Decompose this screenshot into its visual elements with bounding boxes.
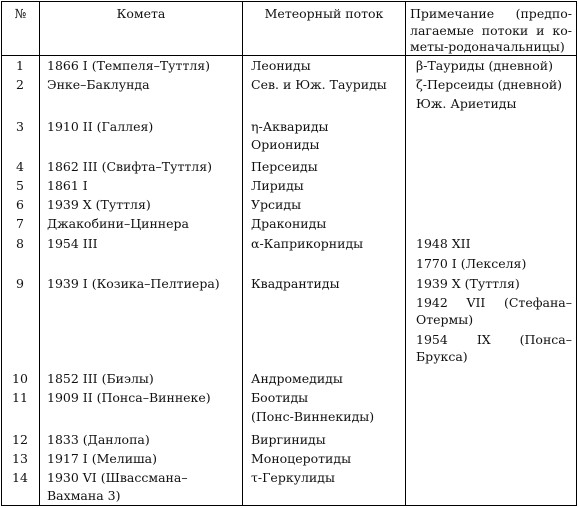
row-7-stream: Дракониды [251,216,327,231]
row-5-stream: Лириды [251,178,304,193]
header-note-line1: Примечание (предпо- [410,6,572,21]
row-9-comet: 1939 I (Козика–Пелтиера) [47,276,220,291]
row-9-note-3: 1954 IX (Понса–Брукса) [416,332,572,364]
row-2-stream: Сев. и Юж. Тауриды [251,77,387,92]
row-13-stream: Моноцеротиды [251,451,352,466]
row-6-stream: Урсиды [251,197,302,212]
column-divider [39,2,40,505]
row-11-stream-1: Боотиды [251,390,309,405]
row-8-note-2: 1770 I (Лекселя) [416,256,527,271]
row-4-num: 4 [16,159,24,174]
row-5-comet: 1861 I [47,178,88,193]
row-1-num: 1 [16,58,24,73]
row-9-stream: Квадрантиды [251,276,340,291]
row-8-note-1: 1948 XII [416,236,471,251]
header-stream: Метеорный поток [264,6,384,21]
row-13-comet: 1917 I (Мелиша) [47,451,157,466]
row-2-num: 2 [16,77,24,92]
row-2-comet: Энке–Баклунда [47,77,150,92]
row-3-comet: 1910 II (Галлея) [47,119,154,134]
row-10-comet: 1852 III (Биэлы) [47,371,154,386]
header-comet: Комета [116,6,166,21]
row-11-stream-2: (Понс-Виннекиды) [251,409,375,424]
row-1-stream: Леониды [251,58,311,73]
row-4-stream: Персеиды [251,159,318,174]
row-2-note-2: Юж. Ариетиды [416,96,517,111]
header-note-line2: лагаемые потоки и ко- [410,23,572,38]
comet-meteor-table [1,1,577,506]
row-4-comet: 1862 III (Свифта–Туттля) [47,159,213,174]
column-divider [405,2,406,505]
row-8-num: 8 [16,236,24,251]
row-8-comet: 1954 III [47,236,98,251]
row-9-num: 9 [16,276,24,291]
row-7-num: 7 [16,216,24,231]
row-11-num: 11 [12,390,28,405]
row-13-num: 13 [12,451,28,466]
row-12-comet: 1833 (Данлопа) [47,432,150,447]
header-divider [2,55,576,56]
row-8-stream: α-Каприкорниды [251,236,364,251]
row-6-comet: 1939 X (Туттля) [47,197,151,212]
row-3-stream-2: Ориониды [251,137,320,152]
row-10-num: 10 [12,371,28,386]
row-2-note-1: ζ-Персеиды (дневной) [416,77,563,92]
row-1-note: β-Тауриды (дневной) [416,58,553,73]
header-num: № [14,6,27,21]
row-3-stream-1: η-Аквариды [251,119,329,134]
column-divider [242,2,243,505]
row-11-comet: 1909 II (Понса–Виннеке) [47,390,211,405]
header-note-line3: меты-родоначальницы) [410,39,565,54]
row-7-comet: Джакобини–Циннера [47,216,189,231]
row-12-stream: Виргиниды [251,432,326,447]
row-3-num: 3 [16,119,24,134]
row-1-comet: 1866 I (Темпеля–Туттля) [47,58,211,73]
row-6-num: 6 [16,197,24,212]
row-5-num: 5 [16,178,24,193]
row-10-stream: Андромедиды [251,371,343,386]
row-14-comet-1: 1930 VI (Швассмана– [47,470,188,485]
row-9-note-1: 1939 X (Туттля) [416,276,520,291]
row-12-num: 12 [12,432,28,447]
row-14-num: 14 [12,470,28,485]
row-14-comet-2: Вахмана 3) [47,488,121,503]
row-9-note-2: 1942 VII (Стефана–Отермы) [416,295,572,327]
row-14-stream: τ-Геркулиды [251,470,335,485]
